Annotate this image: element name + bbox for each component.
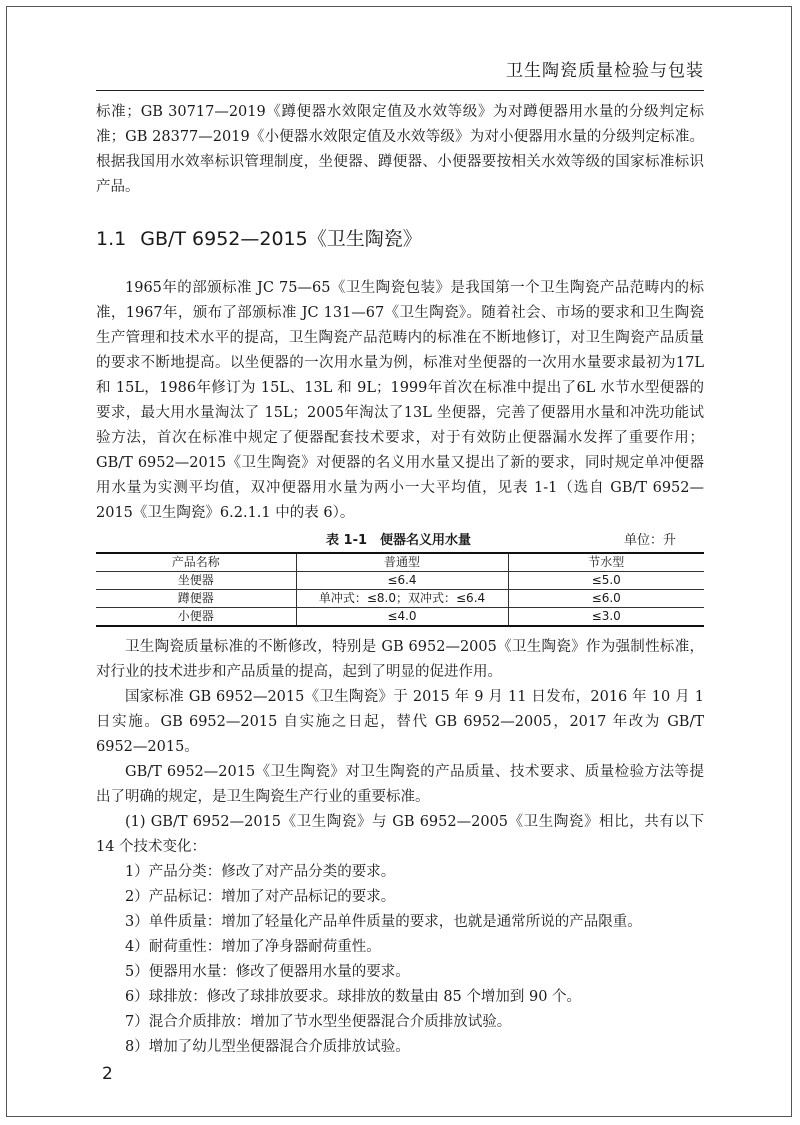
table-header-cell: 节水型 [508, 553, 704, 572]
table-row [96, 608, 704, 627]
body-paragraph: (1) GB/T 6952—2015《卫生陶瓷》与 GB 6952—2005《卫生陶瓷》相比，共有以下 14 个技术变化： [96, 814, 704, 855]
table-cell-saving: ≤3.0 [508, 608, 704, 627]
list-item: 3）单件质量：增加了轻量化产品单件质量的要求，也就是通常所说的产品限重。 [125, 914, 642, 930]
table-caption-text: 表 1-1 便器名义用水量 [326, 533, 472, 548]
table-unit: 单位：升 [623, 533, 676, 548]
list-item: 7）混合介质排放：增加了节水型坐便器混合介质排放试验。 [125, 1014, 512, 1030]
header-rule [96, 90, 704, 91]
list-item: 1）产品分类：修改了对产品分类的要求。 [125, 864, 396, 880]
list-item: 4）耐荷重性：增加了净身器耐荷重性。 [125, 939, 381, 955]
history-paragraph: 1965年的部颁标准 JC 75—65《卫生陶瓷包装》是我国第一个卫生陶瓷产品范畴内的标准，1967年，颁布了部颁标准 JC 131—67《卫生陶瓷》。随着社会、市场的要求和卫生陶瓷生产管理和技术水平的提高，卫生陶瓷产品范畴内的标准在不断地修订，对卫生陶瓷产品质量的要求不断地提高。以坐便器的一次用水量为例，标准对坐便器的一次用水量要求最初为17L 和 15L，1986年修订为 15L、13L 和 9L；1999年首次在标准中提出了6L 水节水型便器的要求，最大用水量淘汰了 15L；2005年淘汰了13L 坐便器，完善了便器用水量和冲洗功能试验方法，首次在标准中规定了便器配套技术要求，对于有效防止便器漏水发挥了重要作用；GB/T 6952—2015《卫生陶瓷》对便器的名义用水量又提出了新的要求，同时规定单冲便器用水量为实测平均值，双冲便器用水量为两小一大平均值，见表 1-1（选自 GB/T 6952—2015《卫生陶瓷》6.2.1.1 中的表 6）。 [96, 280, 704, 521]
body-paragraph: 卫生陶瓷质量标准的不断修改，特别是 GB 6952—2005《卫生陶瓷》作为强制性标准，对行业的技术进步和产品质量的提高，起到了明显的促进作用。 [96, 639, 704, 680]
table-caption [96, 530, 704, 552]
page-content [96, 100, 704, 1060]
section-title-text: GB/T 6952—2015《卫生陶瓷》 [140, 228, 422, 250]
table-cell-saving: ≤6.0 [508, 590, 704, 608]
table-cell-name: 蹲便器 [96, 590, 296, 608]
table-cell-name: 小便器 [96, 608, 296, 627]
intro-paragraph: 标准；GB 30717—2019《蹲便器水效限定值及水效等级》为对蹲便器用水量的分级判定标准；GB 28377—2019《小便器水效限定值及水效等级》为对小便器用水量的分级判定标准。根据我国用水效率标识管理制度，坐便器、蹲便器、小便器要按相关水效等级的国家标准标识产品。 [96, 104, 704, 195]
table-header-row [96, 553, 704, 572]
section-number: 1.1 [96, 228, 127, 250]
list-item: 6）球排放：修改了球排放要求。球排放的数量由 85 个增加到 90 个。 [125, 989, 582, 1005]
running-header: 卫生陶瓷质量检验与包装 [506, 61, 704, 81]
table-row [96, 572, 704, 590]
table-cell-normal: ≤6.4 [296, 572, 508, 590]
table-header-cell: 产品名称 [96, 553, 296, 572]
page-number: 2 [102, 1064, 113, 1084]
table-cell-name: 坐便器 [96, 572, 296, 590]
body-paragraph: GB/T 6952—2015《卫生陶瓷》对卫生陶瓷的产品质量、技术要求、质量检验方法等提出了明确的规定，是卫生陶瓷生产行业的重要标准。 [96, 764, 704, 805]
list-item: 8）增加了幼儿型坐便器混合介质排放试验。 [125, 1039, 410, 1055]
section-heading [96, 224, 704, 254]
body-paragraph: 国家标准 GB 6952—2015《卫生陶瓷》于 2015 年 9 月 11 日发布，2016 年 10 月 1 日实施。GB 6952—2015 自实施之日起，替代 GB 6952—2005，2017 年改为 GB/T 6952—2015。 [96, 689, 704, 755]
water-usage-table [96, 552, 704, 627]
list-item: 5）便器用水量：修改了便器用水量的要求。 [125, 964, 410, 980]
table-header-cell: 普通型 [296, 553, 508, 572]
table-cell-normal: ≤4.0 [296, 608, 508, 627]
table-row [96, 590, 704, 608]
list-item: 2）产品标记：增加了对产品标记的要求。 [125, 889, 396, 905]
table-cell-saving: ≤5.0 [508, 572, 704, 590]
table-cell-normal: 单冲式：≤8.0；双冲式：≤6.4 [296, 590, 508, 608]
